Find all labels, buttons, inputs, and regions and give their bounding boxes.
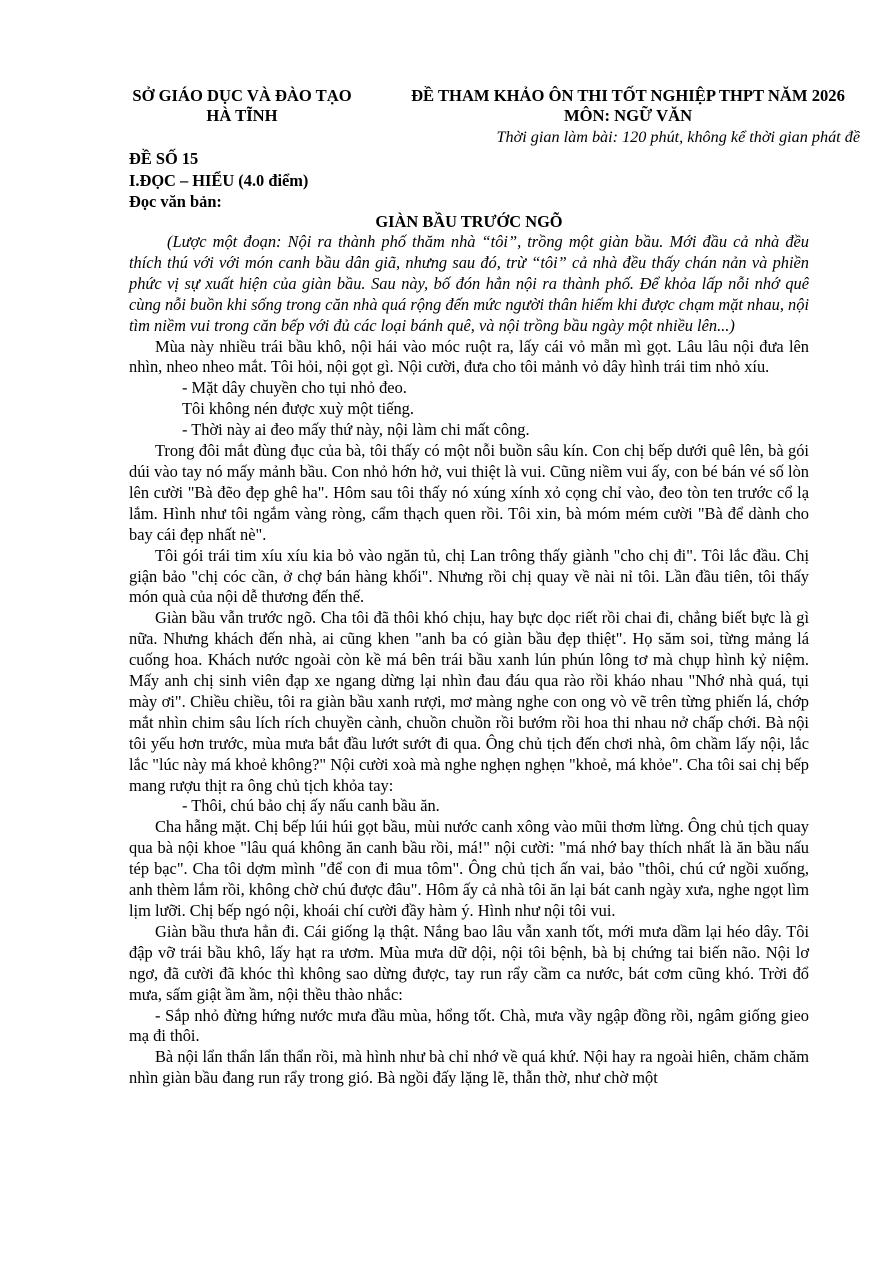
passage-paragraph: Tôi gói trái tim xíu xíu kia bỏ vào ngăn tủ, chị Lan trông thấy giành "cho chị đi". Tôi lắc đầu. Chị giận bảo "chị cóc cần, ở chợ bán hàng khối". Nhưng rồi chị quay về nài nỉ tôi. Lần đầu tiên, tôi thấy món quà của nội dễ thương đến thế. (129, 545, 809, 607)
dialogue-line: Tôi không nén được xuỳ một tiếng. (182, 399, 414, 419)
passage-paragraph: Giàn bầu thưa hẳn đi. Cái giống lạ thật. Nắng bao lâu vẫn xanh tốt, mới mưa dầm lại héo dây. Tôi đập vỡ trái bầu khô, lấy hạt ra ươm. Mùa mưa dữ dội, nội tôi bệnh, bà bị chứng tai biến não. Nội lơ ngơ, đã cười đã khóc thì không sao dừng được, tay run rẩy cầm ca nước, bát cơm cũng khó. Trời đổ mưa, sấm giật ầm ầm, nội thều thào nhắc: (129, 921, 809, 1004)
passage-paragraph: - Sắp nhỏ đừng hứng nước mưa đầu mùa, hổng tốt. Chà, mưa vầy ngập đồng rồi, ngâm giống gieo mạ đi thôi. (129, 1005, 809, 1046)
passage-paragraph: Mùa này nhiều trái bầu khô, nội hái vào móc ruột ra, lấy cái vỏ mẵn mì gọt. Lâu lâu nội đưa lên nhìn, nheo nheo mắt. Tôi hỏi, nội gọt gì. Nội cười, đưa cho tôi mảnh vỏ dây hình trái tim nhỏ xíu. (129, 336, 809, 377)
province-name: HÀ TĨNH (206, 106, 278, 125)
text-title: GIÀN BẦU TRƯỚC NGÕ (375, 212, 563, 231)
reading-passage (129, 232, 809, 1089)
subject-name: MÔN: NGỮ VĂN (563, 106, 693, 125)
dialogue-line: - Thôi, chú bảo chị ấy nấu canh bầu ăn. (182, 796, 440, 816)
exam-meta (129, 148, 529, 213)
exam-header (378, 86, 878, 126)
department-name: SỞ GIÁO DỤC VÀ ĐÀO TẠO (132, 86, 352, 105)
passage-paragraph: Giàn bầu vẫn trước ngõ. Cha tôi đã thôi khó chịu, hay bực dọc riết rồi chai đi, chẳng biết bực là gì nữa. Nhưng khách đến nhà, ai cũng khen "anh ba có giàn bầu đẹp thiệt". Họ săm soi, từng mảng lá cuống hoa. Khách nước ngoài còn kề má bên trái bầu xanh lún phún lông tơ mà chụp hình kỷ niệm. Mấy anh chị sinh viên đạp xe ngang dừng lại nhìn đau đáu qua rào rồi kháo nhau "Nhớ nhà quá, tụi mày ơi". Chiều chiều, tôi ra giàn bầu xanh rượi, mơ màng nghe con ong vò vẽ trên từng phiến lá, chớp mắt nhìn chim sâu lích rích chuyền cành, chuồn chuồn rồi bướm rồi hoa thi nhau nở chấp chới. Bà nội tôi yếu hơn trước, mùa mưa bắt đầu lướt sướt đi qua. Ông chủ tịch đến chơi nhà, ôm chầm lấy nội, lắc lắc "lúc này má khoẻ không?" Nội cười xoà mà nghe nghẹn nghẹn "khoẻ, má khỏe". Cha tôi sai chị bếp mang rượu thịt ra ông chủ tịch khỏa tay: (129, 608, 809, 795)
passage-paragraph: Trong đôi mắt đùng đục của bà, tôi thấy có một nỗi buồn sâu kín. Con chị bếp dưới quê lên, bà gói dúi vào tay nó mấy mảnh bầu. Con nhỏ hớn hở, vui thiệt là vui. Cũng niềm vui ấy, con bé bán vé số lòn lên cười "Bà đẽo đẹp ghê ha". Hôm sau tôi thấy nó xúng xính xỏ cọng chỉ vào, đeo tòn ten trước cổ lạ lắm. Hình như tôi ngắm vàng ròng, cẩm thạch quen rồi. Tôi xin, bà móm mém cười "Bà để dành cho bay cái đẹp nhất nè". (129, 441, 809, 544)
intro-paragraph: (Lược một đoạn: Nội ra thành phố thăm nhà “tôi”, trồng một giàn bầu. Mới đầu cả nhà đều thích thú với với món canh bầu dân giã, nhưng sau đó, trừ “tôi” cả nhà đều thấy chán nản và phiền phức vị sự xuất hiện của giàn bầu. Sau này, bố đón hẳn nội ra thành phố. Để khỏa lấp nỗi nhớ quê cùng nỗi buồn khi sống trong căn nhà quá rộng đến mức người thân hiếm khi được chạm mặt nhau, nội tìm niềm vui trong căn bếp với đủ các loại bánh quê, và nội trồng bầu ngày một nhiều lên...) (129, 232, 809, 335)
time-note: Thời gian làm bài: 120 phút, không kể thời gian phát đề (496, 128, 860, 146)
dialogue-line: - Mặt dây chuyền cho tụi nhỏ đeo. (182, 378, 407, 398)
passage-paragraph: Bà nội lẩn thẩn lẩn thẩn rồi, mà hình như bà chỉ nhớ về quá khứ. Nội hay ra ngoài hiên, chăm chăm nhìn giàn bầu đang run rẩy trong gió. Bà ngồi đấy lặng lẽ, thẫn thờ, như chờ một (129, 1047, 809, 1088)
exam-number: ĐỀ SỐ 15 (129, 149, 199, 168)
exam-title: ĐỀ THAM KHẢO ÔN THI TỐT NGHIỆP THPT NĂM 2026 (411, 86, 845, 105)
dialogue-line: - Thời này ai đeo mấy thứ này, nội làm chi mất công. (182, 420, 530, 440)
department-header (108, 86, 376, 126)
passage-paragraph: Cha hẫng mặt. Chị bếp lúi húi gọt bầu, mùi nước canh xông vào mũi thơm lừng. Ông chủ tịch quay qua bà nội khoe "lâu quá không ăn canh bầu rồi, má!" nội cười: "má nhớ bay thích nhất là ăn bầu nấu tép bạc". Cha tôi dợm mình "để con đi mua tôm". Ông chủ tịch ấn vai, bảo "thôi, chú cứ ngồi xuống, anh thèm lắm rồi, không chờ chú được đâu". Hôm ấy cả nhà tôi ăn lại bát canh ngày xưa, nghe ngọt lìm lịm lưỡi. Chị bếp ngó nội, khoái chí cười đầy hàm ý. Hình như nội tôi vui. (129, 817, 809, 920)
section-heading: I.ĐỌC – HIỂU (4.0 điểm) (129, 170, 309, 190)
reading-instruction: Đọc văn bản: (129, 192, 222, 211)
